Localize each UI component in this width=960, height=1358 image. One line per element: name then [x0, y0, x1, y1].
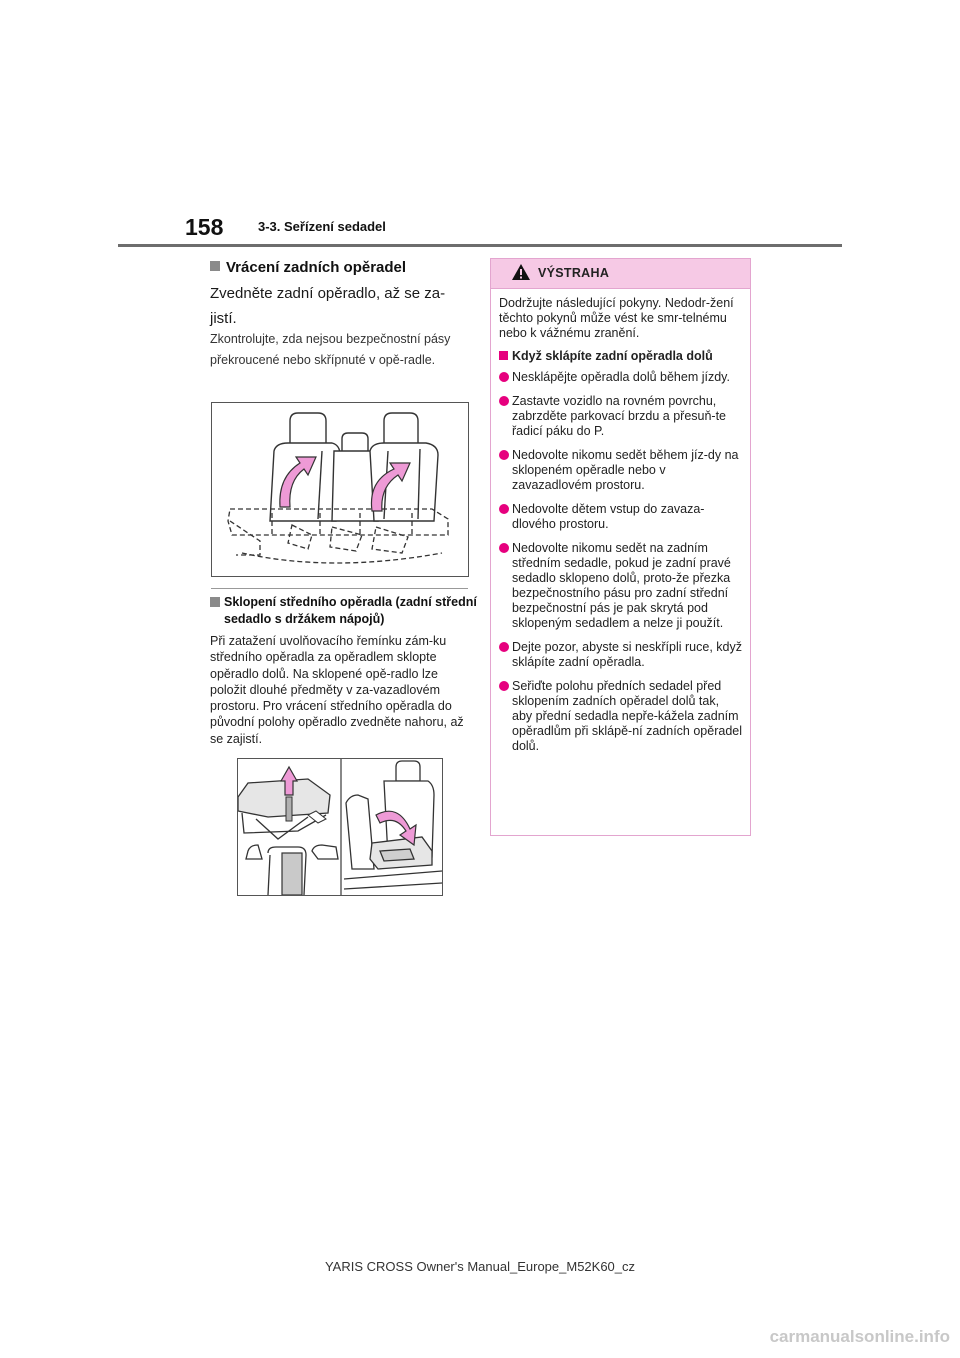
warning-item: Nesklápějte opěradla dolů během jízdy.	[499, 370, 742, 385]
warning-subheading	[499, 349, 742, 364]
pink-bullet-icon	[499, 504, 509, 514]
pink-square-icon	[499, 351, 508, 360]
heading-return-backrests-text: Vrácení zadních opěradel	[226, 259, 407, 276]
warning-subheading-text: Když sklápíte zadní opěradla dolů	[512, 349, 713, 363]
warning-triangle-icon	[511, 263, 531, 281]
warning-header	[491, 259, 750, 289]
header-divider	[118, 244, 842, 247]
fold-center-backrest-description: Při zatažení uvolňovacího řemínku zám-ku středního opěradla za opěradlem sklopte opěradlo dolů. Na sklopené opě-radlo lze položit dlouhé předměty v za-vazadlovém prostoru. Pro vrácení středního opěradla do původní polohy opěradlo zvedněte nahoru, až se zajistí.	[210, 634, 464, 746]
warning-item: Seřiďte polohu předních sedadel před sklopením zadních opěradel dolů tak, aby přední sedadla nepře-kážela zadním opěradlům při sklápě-ní zadních opěradel dolů.	[499, 679, 742, 754]
warning-item: Nedovolte nikomu sedět na zadním středním sedadle, pokud je zadní pravé sedadlo sklopeno dolů, proto-že přezka bezpečnostního pásu pro zadní střední bezpečnostní pás je pak skrytá pod sklopeným sedadlem a nelze ji použít.	[499, 541, 742, 631]
instruction-note: Zkontrolujte, zda nejsou bezpečnostní pásy překroucené nebo skřípnuté v opě-radle.	[210, 332, 451, 367]
pink-bullet-icon	[499, 372, 509, 382]
footer-manual-id: YARIS CROSS Owner's Manual_Europe_M52K60_cz	[324, 1259, 636, 1274]
figure-center-backrest-fold	[237, 758, 443, 896]
heading-fold-center-backrest	[210, 594, 482, 628]
heading-fold-center-backrest-text: Sklopení středního opěradla (zadní střední sedadlo s držákem nápojů)	[224, 595, 477, 626]
instruction-step: Zvedněte zadní opěradlo, až se za-jistí.	[210, 285, 446, 327]
pink-bullet-icon	[499, 642, 509, 652]
warning-title: VÝSTRAHA	[538, 266, 610, 280]
watermark: carmanualsonline.info	[769, 1327, 950, 1346]
center-backrest-illustration	[238, 759, 442, 895]
pink-bullet-icon	[499, 681, 509, 691]
pink-bullet-icon	[499, 543, 509, 553]
rear-seats-illustration	[212, 403, 468, 576]
section-title: 3-3. Seřízení sedadel	[258, 219, 386, 234]
page-number: 158	[185, 214, 224, 240]
warning-item: Nedovolte dětem vstup do zavaza-dlového prostoru.	[499, 502, 742, 532]
warning-item: Zastavte vozidlo na rovném povrchu, zabrzděte parkovací brzdu a přesuň-te řadicí páku do P.	[499, 394, 742, 439]
warning-box	[490, 258, 751, 836]
figure-divider	[211, 588, 468, 589]
pink-bullet-icon	[499, 450, 509, 460]
square-bullet-icon	[210, 597, 220, 607]
warning-item: Dejte pozor, abyste si neskřípli ruce, když sklápíte zadní opěradla.	[499, 640, 742, 670]
warning-item: Nedovolte nikomu sedět během jíz-dy na sklopeném opěradle nebo v zavazadlovém prostoru.	[499, 448, 742, 493]
heading-return-backrests	[210, 259, 468, 276]
pink-bullet-icon	[499, 396, 509, 406]
warning-intro: Dodržujte následující pokyny. Nedodr-žení těchto pokynů může vést ke smr-telnému nebo k vážnému zranění.	[499, 296, 734, 340]
warning-body	[491, 289, 750, 754]
square-bullet-icon	[210, 261, 220, 271]
figure-rear-seats-raise	[211, 402, 469, 577]
